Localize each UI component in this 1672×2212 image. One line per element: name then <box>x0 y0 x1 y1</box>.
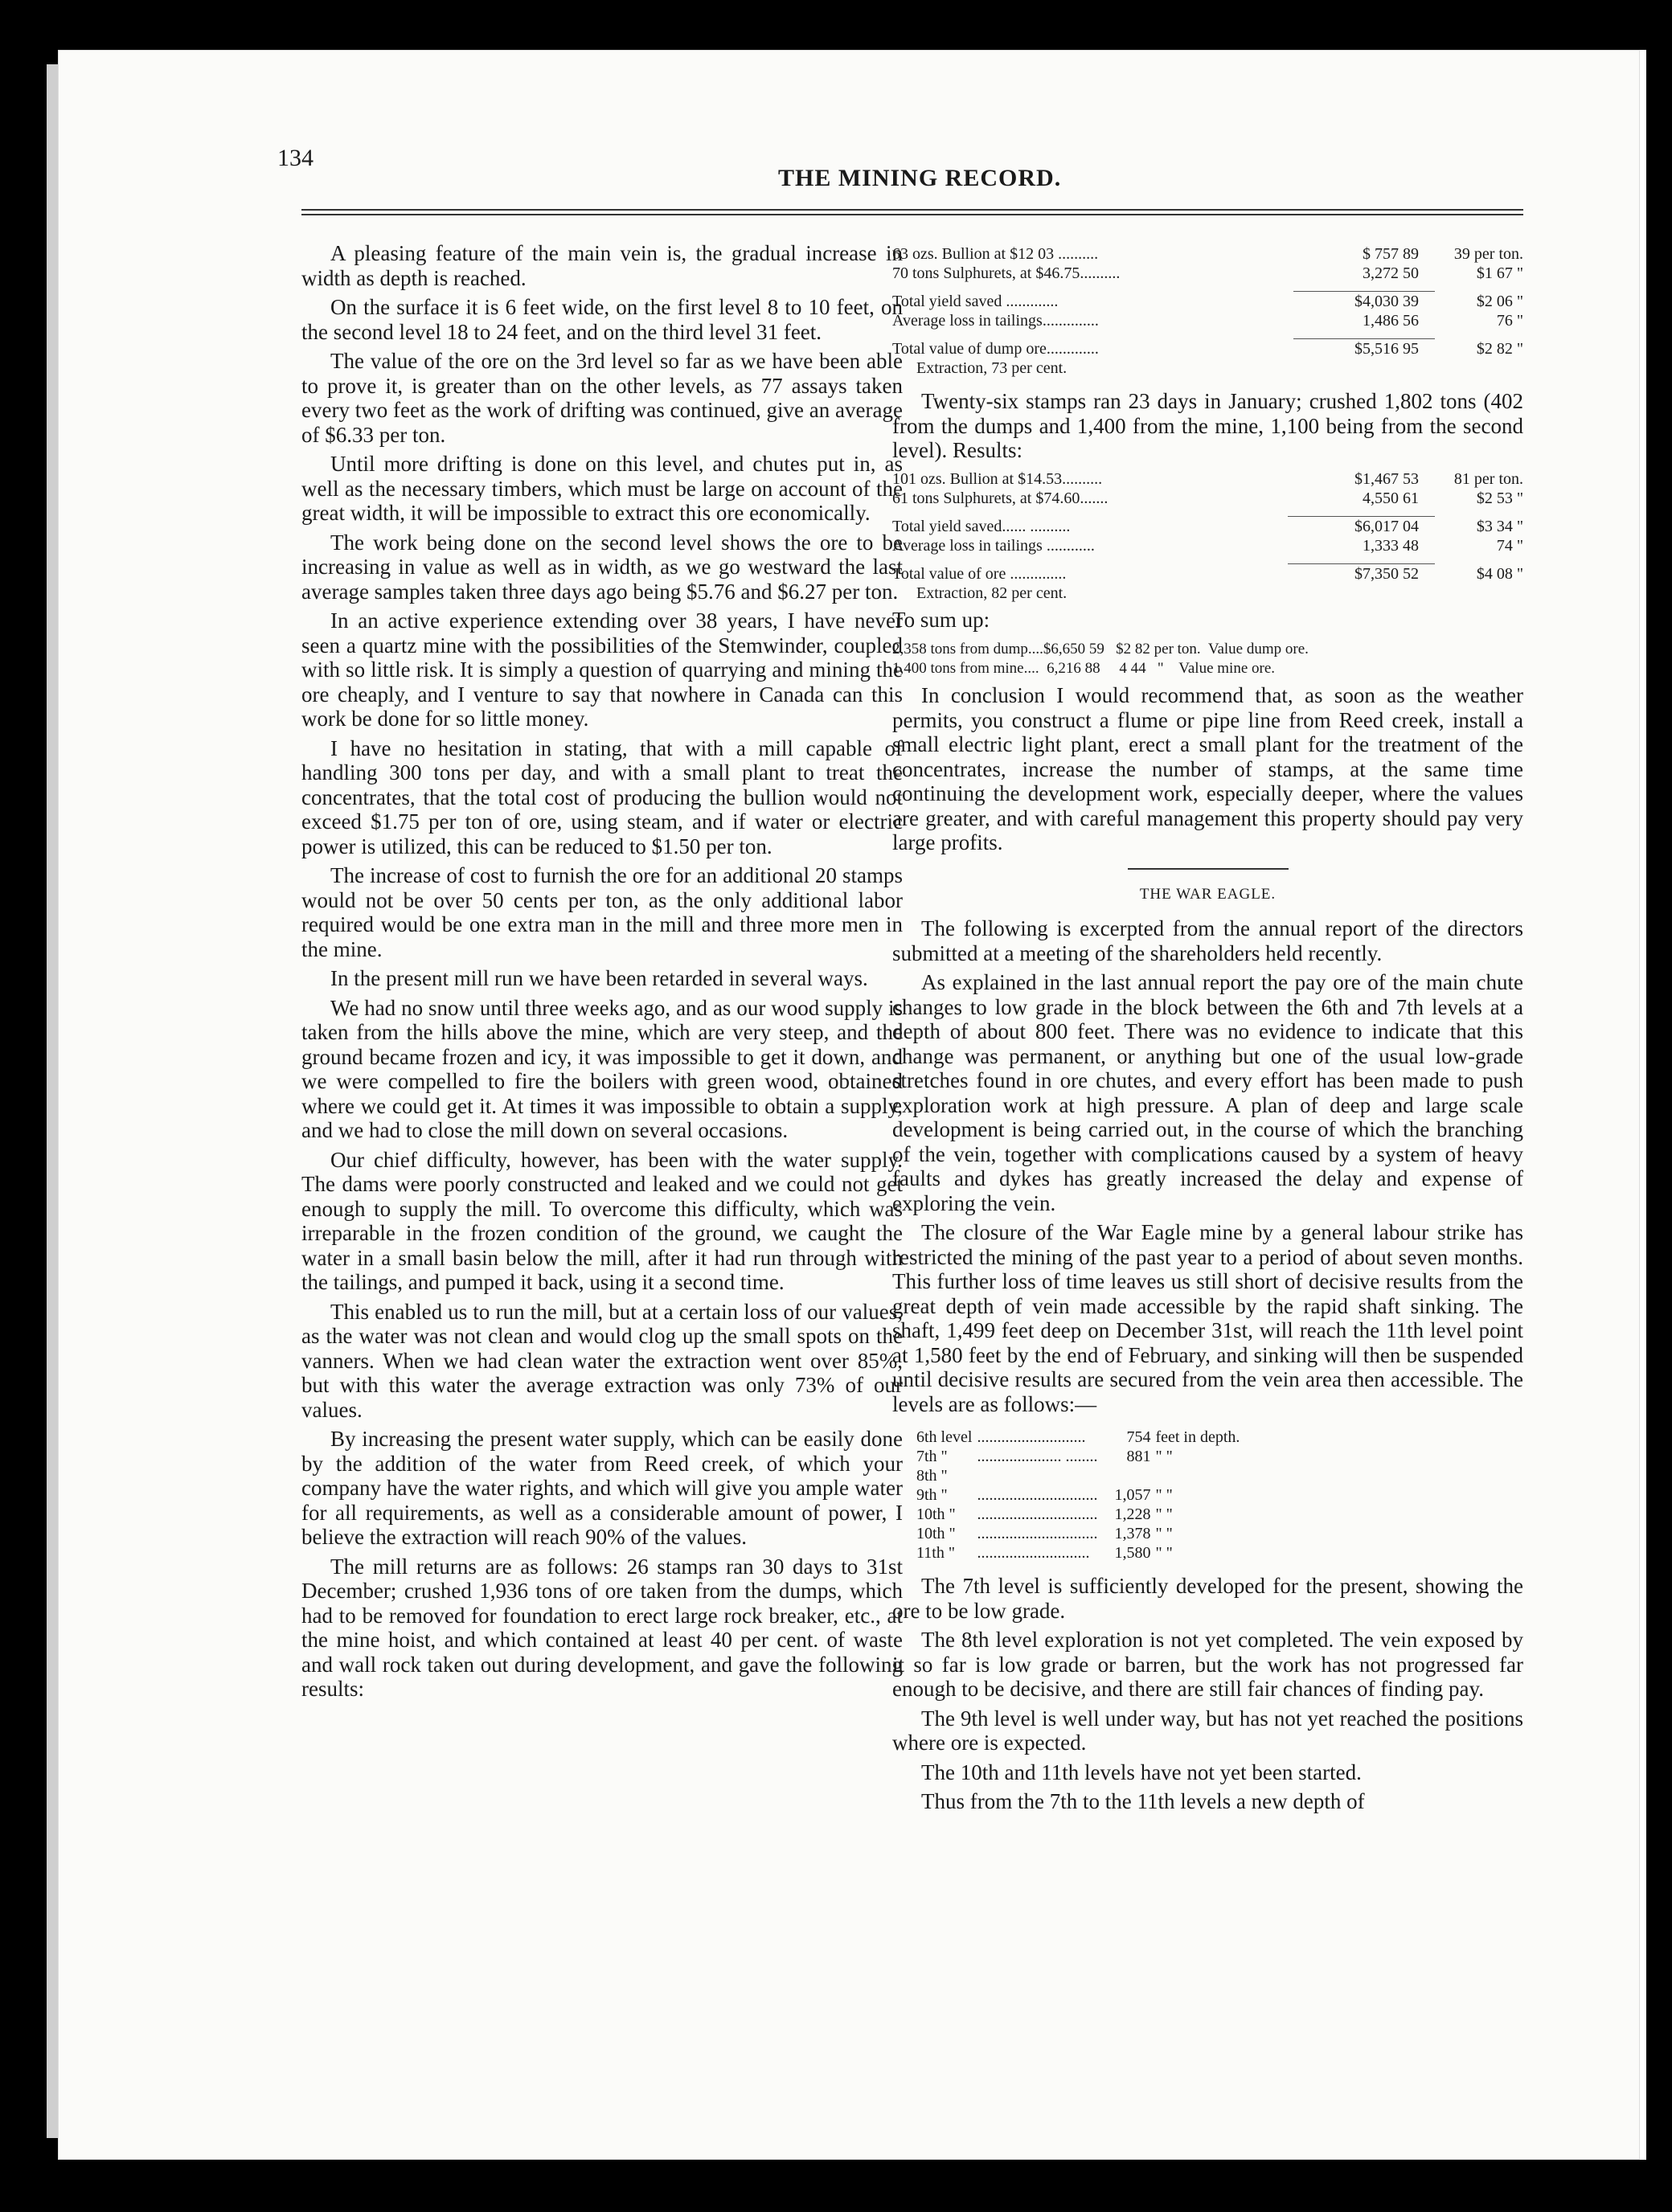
table-cell-label: 61 tons Sulphurets, at $74.60....... <box>892 489 1109 507</box>
level-name: 9th " <box>916 1486 948 1504</box>
level-name: 8th " <box>916 1467 948 1485</box>
level-dots: ............................ <box>977 1544 1090 1562</box>
table-cell-label: 70 tons Sulphurets, at $46.75.......... <box>892 264 1121 282</box>
level-depth: 1,228 <box>1114 1505 1151 1523</box>
table-row <box>892 339 1523 359</box>
paragraph: Thus from the 7th to the 11th levels a new depth of <box>921 1789 1365 1813</box>
table-row <box>892 244 1523 264</box>
level-depth: 1,378 <box>1114 1525 1151 1542</box>
level-unit: " " <box>1155 1544 1173 1562</box>
table-cell-amount <box>1288 584 1435 603</box>
paragraph: In the present mill run we have been retarded in several ways. <box>330 966 868 990</box>
table-cell-label: 63 ozs. Bullion at $12 03 .......... <box>892 245 1099 263</box>
paragraph: A pleasing feature of the main vein is, the gradual increase in width as depth is reached. <box>301 241 903 290</box>
section-divider <box>1128 868 1289 870</box>
level-depth: 881 <box>1126 1448 1151 1465</box>
table-row <box>916 1428 1244 1447</box>
level-depth: 754 <box>1126 1428 1151 1446</box>
table-cell-amount: $7,350 52 <box>1288 563 1435 584</box>
table-cell-per-ton: $2 82 " <box>1476 340 1523 358</box>
table-cell-per-ton: 76 " <box>1496 312 1523 330</box>
table-row <box>916 1505 1244 1524</box>
level-name: 10th " <box>916 1525 956 1542</box>
level-dots: .............................. <box>977 1505 1098 1523</box>
table-row <box>916 1543 1244 1563</box>
mill-returns-january-table <box>892 469 1523 603</box>
paragraph: By increasing the present water supply, which can be easily done by the addition of the water from Reed creek, of which your company have the water rights, and which will give you ample water for all requirements, as well as a considerable amount of power, I believe the extraction will reach 90% of the values. <box>301 1427 903 1549</box>
level-depth: 1,580 <box>1114 1544 1151 1562</box>
table-row <box>892 563 1523 584</box>
paragraph: The work being done on the second level shows the ore to be increasing in value as well as in width, as we go westward the last average samples taken three days ago being $5.76 and $6.27 per ton. <box>301 530 903 604</box>
table-cell-amount: 3,272 50 <box>1363 264 1419 282</box>
paragraph: The 7th level is sufficiently developed for the present, showing the ore to be low grade. <box>892 1574 1523 1623</box>
header-rule-bottom <box>301 214 1523 215</box>
level-depth: 1,057 <box>1114 1486 1151 1504</box>
table-cell-label: Average loss in tailings ............ <box>892 536 1095 555</box>
table-cell-amount: $ 757 89 <box>1363 245 1419 263</box>
level-unit: " " <box>1155 1525 1173 1542</box>
level-depth <box>1102 1466 1155 1485</box>
table-row <box>892 489 1523 508</box>
table-cell-per-ton: 74 " <box>1496 536 1523 555</box>
level-name: 10th " <box>916 1505 956 1523</box>
table-cell-label: Extraction, 82 per cent. <box>916 584 1068 602</box>
paragraph: I have no hesitation in stating, that with a mill capable of handling 300 tons per day, and with a small plant to treat the concentrates, that the total cost of producing the bullion would not exceed $1.75 per ton of ore, using steam, and if water or electric power is utilized, this can be reduced to $1.50 per ton. <box>301 735 903 858</box>
table-cell-per-ton: $2 06 " <box>1476 293 1523 310</box>
paragraph: The 8th level exploration is not yet completed. The vein exposed by it so far is low grade or barren, but the work has not progressed far enough to be decisive, and there are still fair chances of finding pay. <box>892 1628 1523 1701</box>
table-row <box>916 1447 1244 1466</box>
table-cell-per-ton <box>1435 584 1523 603</box>
paragraph: Twenty-six stamps ran 23 days in January; crushed 1,802 tons (402 from the dumps and 1,400 from the mine, 1,100 being from the second level). Results: <box>892 389 1523 462</box>
table-cell-label: Total yield saved...... .......... <box>892 517 1071 535</box>
table-cell-label: Extraction, 73 per cent. <box>916 359 1068 377</box>
header-rule-top <box>301 209 1523 211</box>
table-cell-amount: $4,030 39 <box>1293 292 1435 312</box>
level-dots: .............................. <box>977 1486 1098 1504</box>
table-cell-label: Average loss in tailings.............. <box>892 312 1099 330</box>
level-dots: ........................... <box>977 1428 1086 1446</box>
table-cell-per-ton <box>1435 358 1523 378</box>
paragraph: The 9th level is well under way, but has not yet reached the positions where ore is expected. <box>892 1706 1523 1755</box>
paragraph: This enabled us to run the mill, but at a certain loss of our values, as the water was not clean and would clog up the small spots on the vanners. When we had clean water the extraction went over 85%, but with this water the average extraction was only 73% of our values. <box>301 1299 903 1422</box>
level-unit: feet in depth. <box>1155 1428 1240 1446</box>
running-head: THE MINING RECORD. <box>778 165 1062 191</box>
paragraph: On the surface it is 6 feet wide, on the first level 8 to 10 feet, on the second level 18 to 24 feet, and on the third level 31 feet. <box>301 295 903 344</box>
sum-up-label: To sum up: <box>892 607 990 632</box>
paragraph: The increase of cost to furnish the ore for an additional 20 stamps would not be over 50 cents per ton, as the only additional labor required would be one extra man in the mill and three more men in the mine. <box>301 863 903 961</box>
table-row <box>916 1466 1244 1485</box>
paragraph: In conclusion I would recommend that, as soon as the weather permits, you construct a flume or pipe line from Reed creek, install a small electric light plant, erect a small plant for the treatment of the concentrates, increase the number of stamps, at the same time continuing the development work, especially deeper, where the values are greater, and with careful management this property should pay very large profits. <box>892 683 1523 854</box>
right-column <box>892 244 1523 1814</box>
level-name: 11th " <box>916 1544 955 1562</box>
table-row <box>916 1485 1244 1505</box>
table-cell-per-ton: $1 67 " <box>1476 264 1523 282</box>
sum-up-line: 2,358 tons from dump....$6,650 59 $2 82 per ton. Value dump ore. <box>892 641 1309 657</box>
paragraph: We had no snow until three weeks ago, and as our wood supply is taken from the hills above the mine, which are very steep, and the ground became frozen and icy, it was impossible to get it down, and we were compelled to fire the boilers with green wood, obtained where we could get it. At times it was impossible to obtain a supply, and we had to close the mill down on several occasions. <box>301 995 903 1142</box>
level-dots: ..................... ........ <box>977 1448 1098 1465</box>
table-cell-label: 101 ozs. Bullion at $14.53.......... <box>892 469 1103 488</box>
table-cell-amount: 1,333 48 <box>1363 536 1419 555</box>
table-row <box>916 1524 1244 1543</box>
left-column <box>301 241 903 1702</box>
paragraph: The following is excerpted from the annual report of the directors submitted at a meeting of the shareholders held recently. <box>892 916 1523 965</box>
table-cell-amount: 1,486 56 <box>1363 312 1419 330</box>
level-name: 7th " <box>916 1448 948 1465</box>
table-cell-amount: $6,017 04 <box>1288 516 1435 536</box>
table-row <box>892 516 1523 536</box>
table-cell-label: Total yield saved ............. <box>892 293 1059 310</box>
level-dots: .............................. <box>977 1525 1098 1542</box>
table-row <box>892 311 1523 330</box>
table-cell-label: Total value of dump ore............. <box>892 340 1099 358</box>
mill-returns-december-table <box>892 244 1523 378</box>
paragraph: The closure of the War Eagle mine by a general labour strike has restricted the mining of the past year to a period of about seven months. This further loss of time leaves us still short of decisive results from the great depth of vein made accessible by the rapid shaft sinking. The shaft, 1,499 feet deep on December 31st, will reach the 11th level point at 1,580 feet by the end of February, and sinking will then be suspended until decisive results are secured from the vein area then accessible. The levels are as follows:— <box>892 1220 1523 1416</box>
table-cell-per-ton: $3 34 " <box>1476 517 1523 535</box>
table-cell-amount: 4,550 61 <box>1363 489 1419 507</box>
level-dots <box>977 1466 1102 1485</box>
paragraph: Until more drifting is done on this level, and chutes put in, as well as the necessary timbers, which must be large on account of the great width, it will be impossible to extract this ore economically. <box>301 452 903 525</box>
section-title: THE WAR EAGLE. <box>1139 885 1277 903</box>
levels-table <box>916 1428 1244 1563</box>
table-cell-amount <box>1293 358 1435 378</box>
table-cell-amount: $1,467 53 <box>1354 469 1419 488</box>
level-unit: " " <box>1155 1505 1173 1523</box>
table-row <box>892 292 1523 312</box>
level-name: 6th level <box>916 1428 973 1446</box>
table-cell-per-ton: $2 53 " <box>1476 489 1523 507</box>
table-row <box>892 584 1523 603</box>
sum-up-line: 1,400 tons from mine.... 6,216 88 4 44 " Value mine ore. <box>892 660 1276 677</box>
paragraph: In an active experience extending over 38 years, I have never seen a quartz mine with the possibilities of the Stemwinder, coupled with so little risk. It is simply a question of quarrying and mining the ore cheaply, and I venture to say that nowhere in Canada can this work be done for so little money. <box>301 608 903 731</box>
table-cell-amount: $5,516 95 <box>1293 339 1435 359</box>
paragraph: As explained in the last annual report the pay ore of the main chute changes to low grade in the block between the 6th and 7th levels at a depth of about 800 feet. There was no evidence to indicate that this change was permanent, or anything but one of the usual low-grade stretches found in ore chutes, and every effort has been made to push exploration work at high pressure. A plan of deep and large scale development is being carried out, in the course of which the branching of the vein, together with complications caused by a system of heavy faults and dykes has greatly increased the delay and expense of exploring the vein. <box>892 970 1523 1215</box>
paragraph: The mill returns are as follows: 26 stamps ran 30 days to 31st December; crushed 1,936 tons of ore taken from the dumps, which had to be removed for foundation to erect large rock breaker, etc., at the mine hoist, and which contained at least 40 per cent. of waste and wall rock taken out during development, and gave the following results: <box>301 1554 903 1701</box>
sum-up-block <box>892 640 1523 678</box>
level-unit: " " <box>1155 1486 1173 1504</box>
table-cell-per-ton: 39 per ton. <box>1453 245 1523 263</box>
table-row <box>892 469 1523 489</box>
table-cell-per-ton: $4 08 " <box>1476 564 1523 583</box>
page-number: 134 <box>277 145 314 171</box>
page-shadow <box>47 64 58 2138</box>
table-cell-label: Total value of ore .............. <box>892 564 1067 583</box>
adjacent-page-edge <box>1640 50 1672 2160</box>
table-row <box>892 536 1523 555</box>
paragraph: Our chief difficulty, however, has been with the water supply. The dams were poorly constructed and leaked and we could not get enough to supply the mill. To overcome this difficulty, which was irreparable in the frozen condition of the ground, we caught the water in a small basin below the mill, after it had run through with the tailings, and pumped it back, using it a second time. <box>301 1147 903 1294</box>
level-unit: " " <box>1155 1448 1173 1465</box>
paragraph: The value of the ore on the 3rd level so far as we have been able to prove it, is greater than on the other levels, as 77 assays taken every two feet as the work of drifting was continued, give an average of $6.33 per ton. <box>301 349 903 447</box>
paragraph: The 10th and 11th levels have not yet been started. <box>921 1759 1362 1784</box>
table-cell-per-ton: 81 per ton. <box>1453 469 1523 488</box>
level-unit <box>1155 1466 1244 1485</box>
table-row <box>892 264 1523 283</box>
table-row <box>892 358 1523 378</box>
